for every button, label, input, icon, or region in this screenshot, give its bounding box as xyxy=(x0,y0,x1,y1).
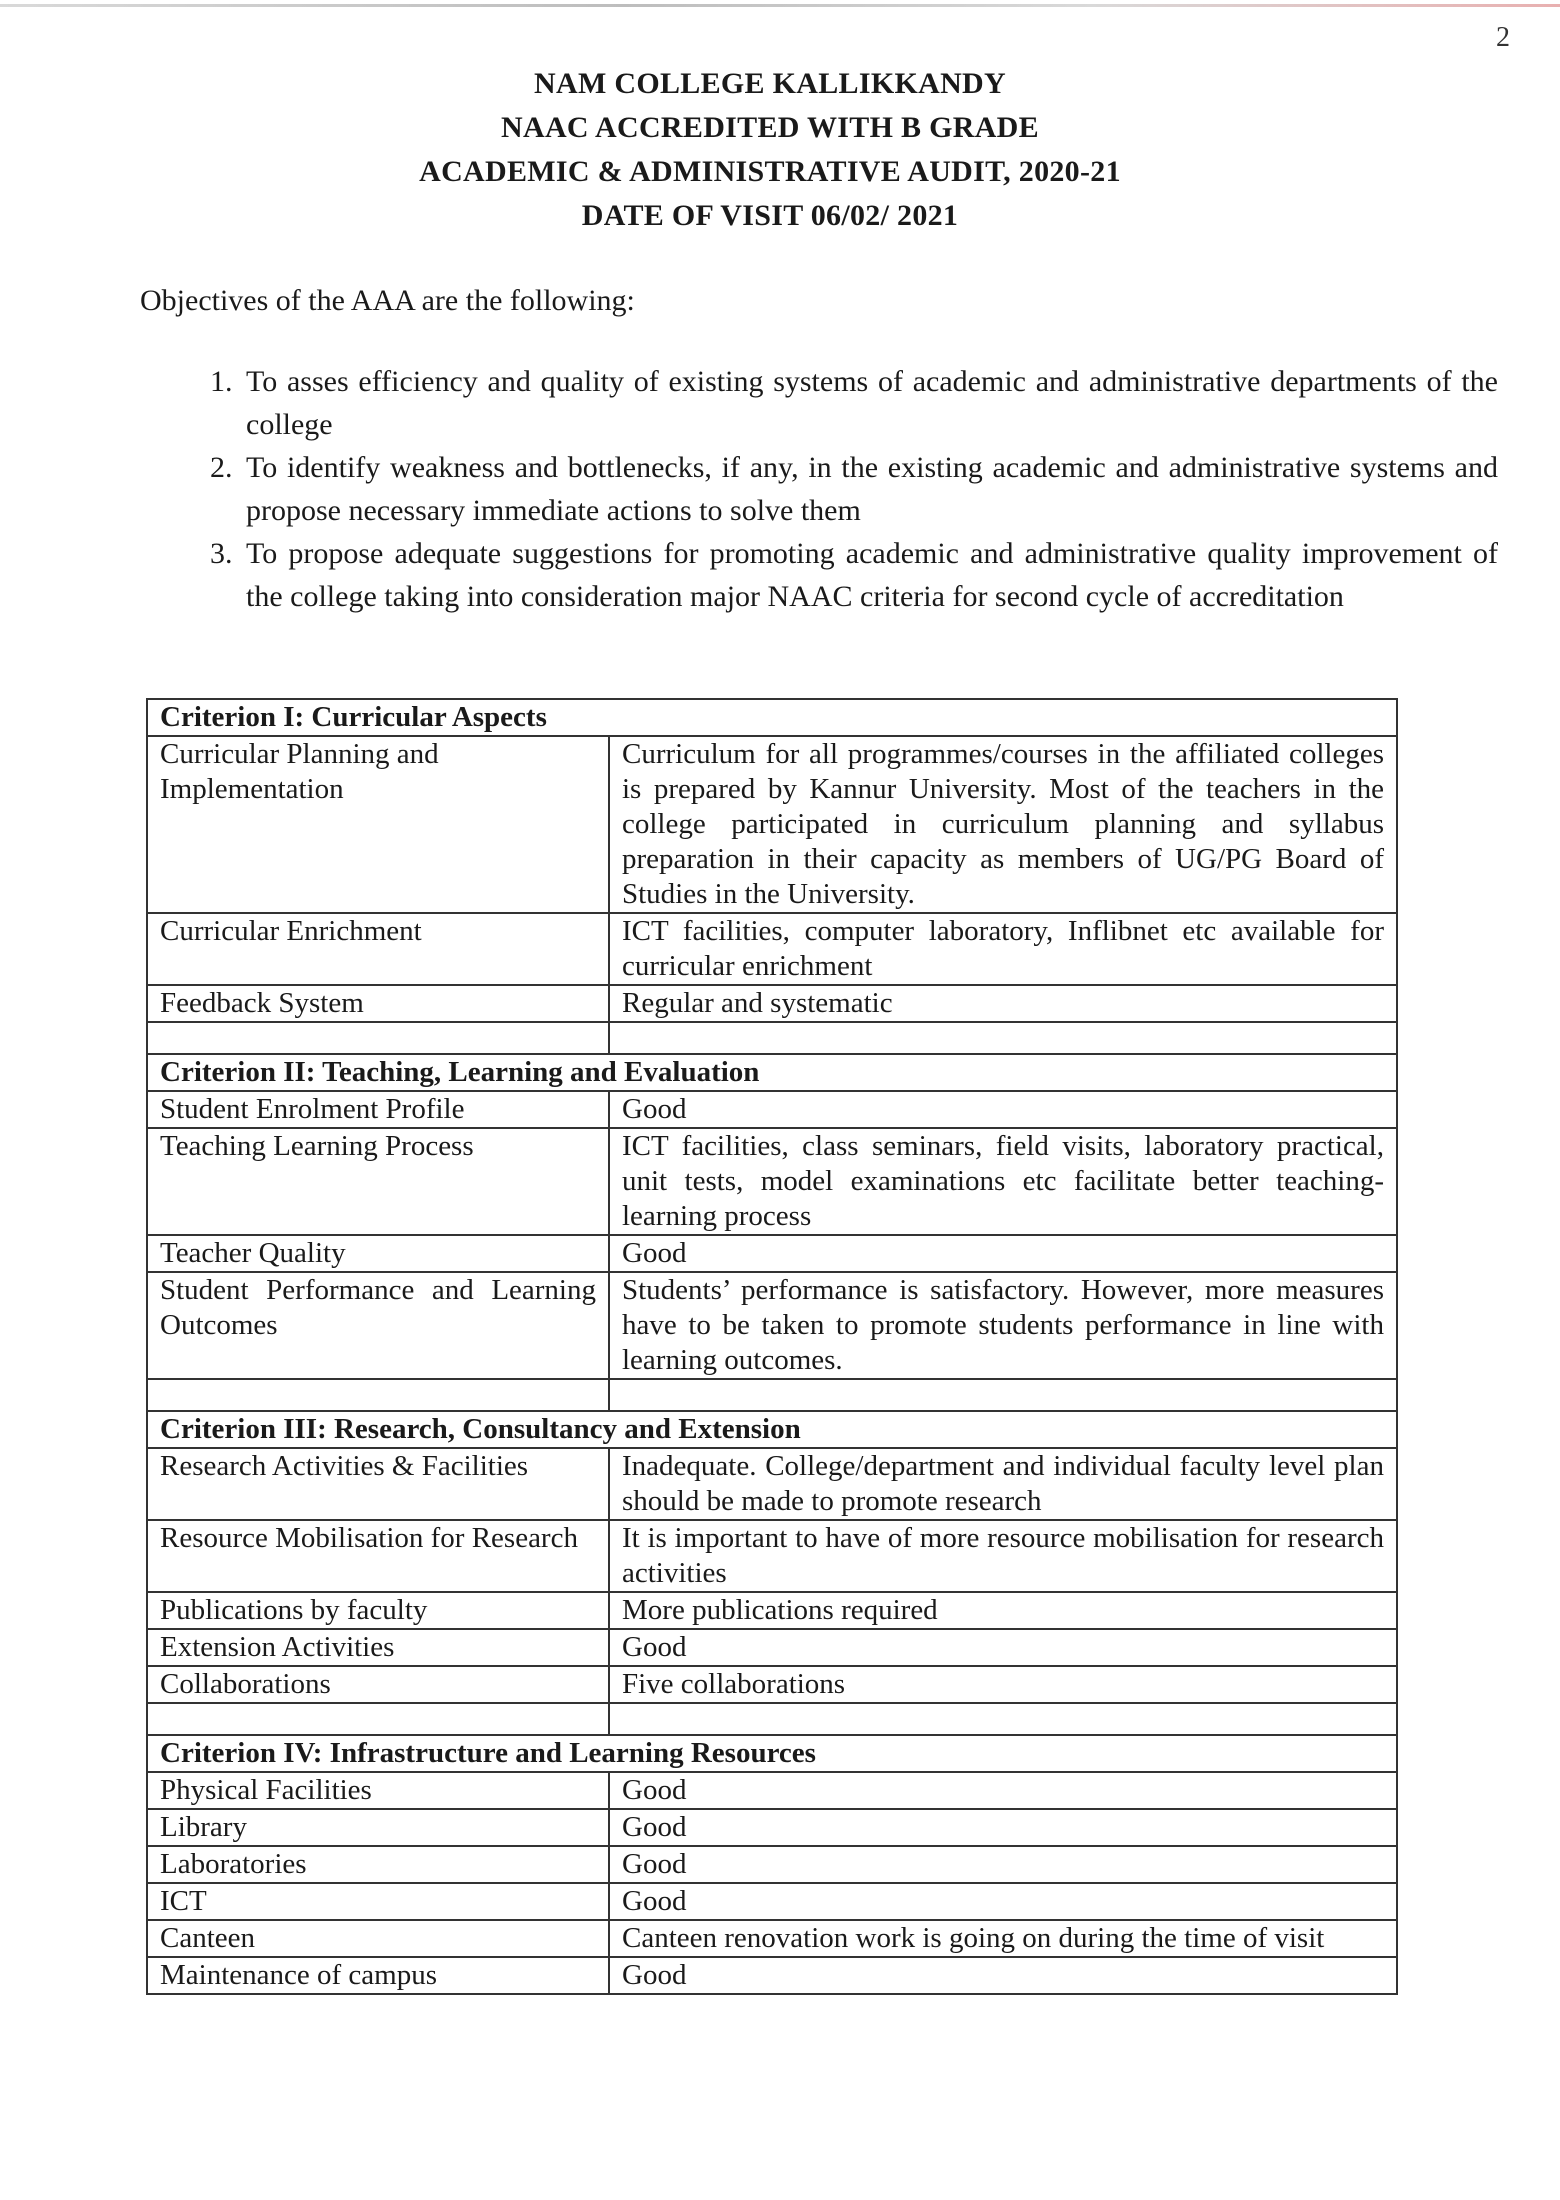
row-label: Resource Mobilisation for Research xyxy=(147,1520,609,1592)
table-row xyxy=(147,1128,1397,1235)
table-row xyxy=(147,1920,1397,1957)
table-row xyxy=(147,1883,1397,1920)
criterion-header-row xyxy=(147,1735,1397,1772)
criterion-title: Criterion II: Teaching, Learning and Evaluation xyxy=(147,1054,1397,1091)
criterion-header-row xyxy=(147,1054,1397,1091)
criterion-header-row xyxy=(147,699,1397,736)
row-label: Physical Facilities xyxy=(147,1772,609,1809)
row-value: More publications required xyxy=(609,1592,1397,1629)
row-value: Good xyxy=(609,1629,1397,1666)
table-row xyxy=(147,1666,1397,1703)
college-name: NAM COLLEGE KALLIKKANDY xyxy=(534,67,1006,100)
criterion-title: Criterion I: Curricular Aspects xyxy=(147,699,1397,736)
criterion-header-row xyxy=(147,1411,1397,1448)
table-row xyxy=(147,985,1397,1022)
audit-title: ACADEMIC & ADMINISTRATIVE AUDIT, 2020-21 xyxy=(419,155,1121,188)
row-label: Library xyxy=(147,1809,609,1846)
row-label: Maintenance of campus xyxy=(147,1957,609,1994)
row-value: It is important to have of more resource mobilisation for research activities xyxy=(609,1520,1397,1592)
row-value: Five collaborations xyxy=(609,1666,1397,1703)
row-label: Student Enrolment Profile xyxy=(147,1091,609,1128)
row-label: Feedback System xyxy=(147,985,609,1022)
criterion-title: Criterion III: Research, Consultancy and Extension xyxy=(147,1411,1397,1448)
objective-item: 1. To asses efficiency and quality of existing systems of academic and administrative departments of the college xyxy=(240,360,1498,446)
row-label: ICT xyxy=(147,1883,609,1920)
page-number: 2 xyxy=(1496,22,1510,53)
row-value: Good xyxy=(609,1846,1397,1883)
row-value: Good xyxy=(609,1772,1397,1809)
objective-item: 2. To identify weakness and bottlenecks, if any, in the existing academic and administrative systems and propose necessary immediate actions to solve them xyxy=(240,446,1498,532)
objective-item: 3. To propose adequate suggestions for promoting academic and administrative quality improvement of the college taking into consideration major NAAC criteria for second cycle of accreditation xyxy=(240,532,1498,618)
spacer-row xyxy=(147,1703,1397,1735)
row-label: Curricular Planning and Implementation xyxy=(147,736,609,913)
row-value: Good xyxy=(609,1091,1397,1128)
objectives-intro: Objectives of the AAA are the following: xyxy=(140,284,635,317)
table-row xyxy=(147,1592,1397,1629)
row-value: Canteen renovation work is going on during the time of visit xyxy=(609,1920,1397,1957)
row-label: Research Activities & Facilities xyxy=(147,1448,609,1520)
top-rule xyxy=(0,4,1560,7)
table-row xyxy=(147,913,1397,985)
table-row xyxy=(147,1846,1397,1883)
table-row xyxy=(147,1629,1397,1666)
row-label: Publications by faculty xyxy=(147,1592,609,1629)
row-label: Teaching Learning Process xyxy=(147,1128,609,1235)
row-value: ICT facilities, class seminars, field visits, laboratory practical, unit tests, model examinations etc facilitate better teaching-learning process xyxy=(609,1128,1397,1235)
accreditation-line: NAAC ACCREDITED WITH B GRADE xyxy=(501,111,1039,144)
table-row xyxy=(147,1448,1397,1520)
row-label: Extension Activities xyxy=(147,1629,609,1666)
row-value: Students’ performance is satisfactory. However, more measures have to be taken to promote students performance in line with learning outcomes. xyxy=(609,1272,1397,1379)
table-row xyxy=(147,1091,1397,1128)
row-value: Good xyxy=(609,1957,1397,1994)
row-value: Good xyxy=(609,1883,1397,1920)
row-value: ICT facilities, computer laboratory, Inflibnet etc available for curricular enrichment xyxy=(609,913,1397,985)
table-row xyxy=(147,1809,1397,1846)
row-label: Canteen xyxy=(147,1920,609,1957)
table-row xyxy=(147,1235,1397,1272)
table-row xyxy=(147,1772,1397,1809)
row-value: Curriculum for all programmes/courses in the affiliated colleges is prepared by Kannur University. Most of the teachers in the college participated in curriculum planning and syllabus preparation in their capacity as members of UG/PG Board of Studies in the University. xyxy=(609,736,1397,913)
table-row xyxy=(147,736,1397,913)
document-header xyxy=(0,62,1540,238)
spacer-row xyxy=(147,1379,1397,1411)
criteria-table xyxy=(146,698,1398,1995)
row-label: Student Performance and Learning Outcomes xyxy=(147,1272,609,1379)
visit-date: DATE OF VISIT 06/02/ 2021 xyxy=(581,199,959,232)
table-row xyxy=(147,1957,1397,1994)
table-row xyxy=(147,1272,1397,1379)
row-label: Curricular Enrichment xyxy=(147,913,609,985)
row-value: Good xyxy=(609,1809,1397,1846)
row-value: Good xyxy=(609,1235,1397,1272)
row-value: Regular and systematic xyxy=(609,985,1397,1022)
row-label: Teacher Quality xyxy=(147,1235,609,1272)
row-label: Laboratories xyxy=(147,1846,609,1883)
objectives-list xyxy=(140,360,1498,618)
row-value: Inadequate. College/department and individual faculty level plan should be made to promote research xyxy=(609,1448,1397,1520)
spacer-row xyxy=(147,1022,1397,1054)
criterion-title: Criterion IV: Infrastructure and Learning Resources xyxy=(147,1735,1397,1772)
row-label: Collaborations xyxy=(147,1666,609,1703)
table-row xyxy=(147,1520,1397,1592)
